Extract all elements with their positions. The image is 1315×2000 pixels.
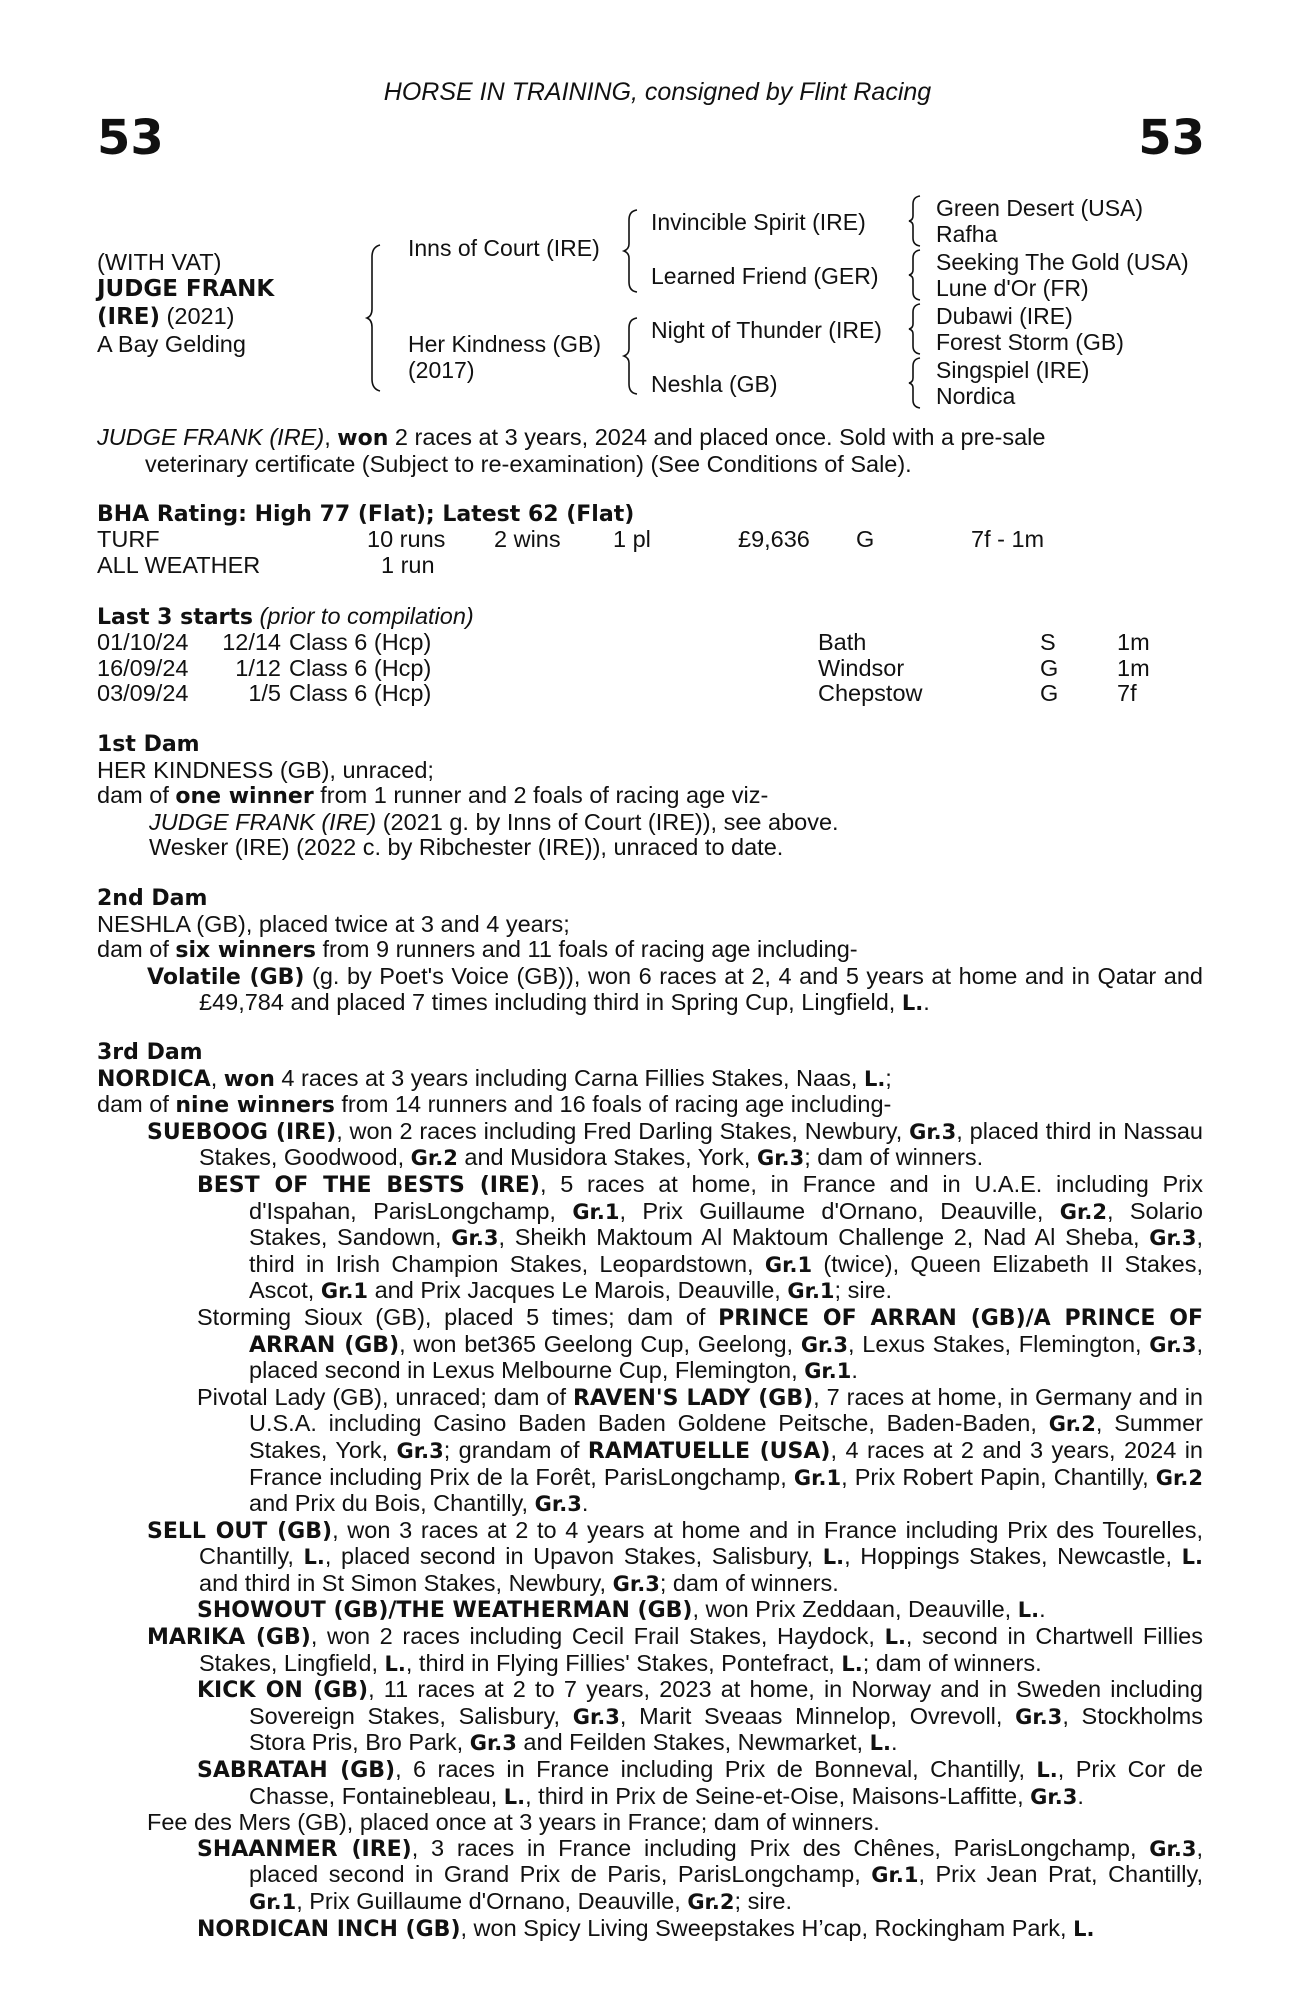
t: Storming Sioux (GB), placed 5 times; dam of	[197, 1303, 719, 1330]
grade: Gr.1	[320, 1279, 369, 1304]
grade: Gr.1	[871, 1863, 919, 1888]
grade: Gr.1	[249, 1890, 297, 1914]
pedigree-bracket-ds	[908, 302, 924, 356]
t: dam of	[97, 1091, 176, 1118]
listed: L.	[869, 1731, 891, 1756]
start-course: Windsor	[818, 654, 905, 681]
first-dam-heading: 1st Dam	[97, 732, 200, 757]
t: , won Spicy Living Sweepstakes H’cap, Rockingham Park,	[460, 1914, 1074, 1941]
listed: L.	[503, 1784, 526, 1809]
t: ; sire.	[834, 1277, 893, 1304]
last3-heading	[97, 604, 474, 631]
winners-count: six winners	[175, 938, 316, 964]
t: , Marit Sveaas Minnelop, Ovrevoll,	[619, 1702, 1016, 1729]
grade: Gr.3	[451, 1226, 499, 1251]
horse-name: RAVEN'S LADY (GB)	[572, 1385, 814, 1411]
pedigree-sdd: Lune d'Or (FR)	[936, 275, 1089, 301]
t: , won 2 races including Fred Darling Stakes, Newbury,	[336, 1117, 910, 1144]
listed: L.	[384, 1651, 406, 1676]
t: , Solario Stakes, Sandown,	[249, 1197, 1203, 1251]
t: and Prix Jacques Le Marois, Deauville,	[368, 1277, 788, 1304]
start-position: 1/5	[248, 680, 281, 707]
pedigree-bracket-dam	[623, 316, 643, 396]
horse-name: NORDICAN INCH (GB)	[197, 1916, 461, 1942]
pedigree-ssd: Rafha	[936, 221, 998, 247]
start-course: Chepstow	[818, 680, 923, 707]
grade: Gr.2	[1155, 1465, 1203, 1490]
winners-count: one winner	[175, 784, 314, 810]
turf-runs: 10 runs	[367, 526, 446, 552]
listed: L.	[901, 991, 924, 1016]
t: , won 3 races at 2 to 4 years at home and in France including Prix des Tourelles, Chantilly,	[199, 1516, 1203, 1570]
grade: Gr.2	[1059, 1199, 1107, 1224]
grade: Gr.3	[909, 1119, 957, 1144]
kick-on-entry	[97, 1677, 1203, 1757]
t: , 11 races at 2 to 7 years, 2023 at home, in Norway and in Sweden including Sovereign Stakes, Salisbury,	[249, 1676, 1203, 1729]
t: and Feilden Stakes, Newmarket,	[516, 1729, 870, 1756]
pedigree-sire: Inns of Court (IRE)	[408, 235, 600, 261]
t: , third in Prix de Seine-et-Oise, Maisons-Laffitte,	[525, 1782, 1031, 1809]
start-going: G	[1040, 654, 1059, 681]
first-dam-line-1: HER KINDNESS (GB), unraced;	[97, 756, 434, 783]
volatile-name: Volatile (GB)	[147, 964, 305, 990]
t: ; sire.	[734, 1888, 792, 1914]
progeny-name: JUDGE FRANK (IRE)	[149, 808, 377, 835]
t: , 5 races at home, in France and in U.A.E. including Prix d'Ispahan, ParisLongchamp,	[249, 1170, 1203, 1224]
third-dam-heading: 3rd Dam	[97, 1040, 203, 1065]
lot-number-right: 53	[1138, 110, 1205, 166]
t: (twice), Queen Elizabeth II Stakes, Ascot,	[249, 1250, 1203, 1304]
horse-name: SHAANMER (IRE)	[197, 1836, 412, 1862]
horse-suffix: (IRE)	[97, 304, 161, 330]
grade: Gr.3	[612, 1571, 660, 1596]
start-date: 03/09/24	[97, 680, 189, 707]
pedigree-ddd: Nordica	[936, 383, 1016, 409]
t: .	[851, 1357, 858, 1384]
pedigree-dam: Her Kindness (GB)	[408, 331, 602, 357]
listed: L.	[841, 1651, 863, 1676]
t: , placed third in Nassau Stakes, Goodwood,	[199, 1117, 1203, 1171]
lot-number-left: 53	[97, 110, 164, 166]
grade: Gr.2	[410, 1146, 458, 1171]
vat-note: (WITH VAT)	[97, 249, 222, 275]
second-dam-heading: 2nd Dam	[97, 886, 208, 911]
t: and Musidora Stakes, York,	[457, 1144, 757, 1171]
pedigree-dam-dam: Neshla (GB)	[651, 371, 778, 397]
t: .	[581, 1490, 589, 1517]
pedigree-dam-sire: Night of Thunder (IRE)	[651, 317, 882, 343]
t: , Lexus Stakes, Flemington,	[848, 1330, 1150, 1357]
t: (2021 g. by Inns of Court (IRE)), see above.	[376, 808, 839, 835]
t: , placed second in Grand Prix de Paris, ParisLongchamp,	[249, 1834, 1203, 1888]
horse-name: SABRATAH (GB)	[197, 1758, 396, 1784]
t: from 1 runner and 2 foals of racing age viz-	[313, 782, 769, 809]
start-class: Class 6 (Hcp)	[289, 629, 432, 655]
nordica-dam-of	[97, 1092, 1203, 1119]
horse-name: KICK ON (GB)	[197, 1678, 369, 1704]
t: , won bet365 Geelong Cup, Geelong,	[399, 1330, 801, 1357]
listed: L.	[863, 1066, 886, 1091]
t: dam of	[97, 936, 176, 963]
t: , won 2 races including Cecil Frail Stakes, Haydock,	[310, 1623, 885, 1650]
grade: Gr.3	[800, 1332, 849, 1357]
t: , Stockholms Stora Pris, Bro Park,	[249, 1702, 1203, 1756]
pedigree-sire-sire: Invincible Spirit (IRE)	[651, 209, 866, 235]
t: , Prix Cor de Chasse, Fontainebleau,	[249, 1756, 1203, 1809]
t: , 7 races at home, in Germany and in U.S.A. including Casino Baden Baden Goldene Peitsche, Baden-Baden,	[249, 1383, 1203, 1437]
summary: JUDGE FRANK (IRE), won 2 races at 3 years, 2024 and placed once. Sold with a pre-sale veterinary certificate (Subject to re-examination) (See Conditions of Sale).	[97, 425, 1203, 477]
grade: Gr.3	[572, 1704, 620, 1729]
first-dam-section	[97, 732, 1203, 861]
shaanmer-entry	[97, 1836, 1203, 1916]
t: , Summer Stakes, York,	[249, 1410, 1203, 1463]
start-distance: 1m	[1117, 654, 1150, 681]
t: ;	[885, 1064, 892, 1091]
start-class: Class 6 (Hcp)	[289, 680, 432, 707]
grade: Gr.3	[396, 1438, 444, 1463]
horse-name: SELL OUT (GB)	[147, 1518, 333, 1544]
summary-horse-name: JUDGE FRANK (IRE)	[97, 424, 325, 450]
storming-sioux-entry	[97, 1305, 1203, 1385]
first-dam-line-3	[97, 810, 1203, 836]
horse-identity	[97, 249, 274, 358]
turf-earnings: £9,636	[738, 526, 810, 552]
grade: Gr.1	[572, 1199, 620, 1224]
nordican-inch-entry	[97, 1916, 1203, 1943]
nordica-name: NORDICA	[97, 1066, 211, 1092]
grade: Gr.3	[1149, 1332, 1197, 1357]
listed: L.	[822, 1545, 845, 1570]
last3-note: (prior to compilation)	[253, 603, 474, 629]
start-class: Class 6 (Hcp)	[289, 654, 432, 681]
turf-label: TURF	[97, 526, 160, 552]
t: , second in Chartwell Fillies Stakes, Lingfield,	[199, 1623, 1203, 1676]
second-dam-line-2	[97, 937, 1203, 964]
turf-placed: 1 pl	[613, 526, 651, 552]
grade: Gr.3	[1149, 1836, 1197, 1861]
pedigree-sds: Seeking The Gold (USA)	[936, 249, 1189, 275]
grade: Gr.3	[1030, 1784, 1078, 1809]
t: , third in Flying Fillies' Stakes, Pontefract,	[405, 1649, 842, 1676]
t: from 9 runners and 11 foals of racing age including-	[315, 936, 858, 963]
t: ; dam of winners.	[659, 1569, 839, 1596]
t: dam of	[97, 782, 176, 809]
t: , Sheikh Maktoum Al Maktoum Challenge 2, Nad Al Sheba,	[498, 1224, 1150, 1251]
t: ; grandam of	[443, 1436, 588, 1463]
start-distance: 7f	[1117, 680, 1137, 707]
horse-name: RAMATUELLE (USA)	[587, 1438, 831, 1464]
sueboog-entry	[97, 1119, 1203, 1172]
pedigree-sss: Green Desert (USA)	[936, 195, 1144, 221]
t: , 3 races in France including Prix des Chênes, ParisLongchamp,	[411, 1834, 1150, 1861]
t: ; dam of winners.	[804, 1144, 984, 1171]
grade: Gr.2	[1048, 1412, 1096, 1437]
listed: L.	[1036, 1758, 1058, 1783]
t: , Prix Jean Prat, Chantilly,	[918, 1861, 1203, 1888]
t: , won Prix Zeddaan, Deauville,	[692, 1596, 1018, 1623]
horse-name: PRINCE OF ARRAN (GB)/A PRINCE OF ARRAN (GB)	[249, 1305, 1203, 1358]
pedigree-dds: Singspiel (IRE)	[936, 357, 1090, 383]
grade: Gr.1	[764, 1252, 813, 1277]
turf-going: G	[856, 526, 875, 552]
sell-out-entry	[97, 1518, 1203, 1598]
t: , 6 races in France including Prix de Bonneval, Chantilly,	[395, 1756, 1037, 1783]
grade: Gr.1	[804, 1359, 852, 1384]
t: 4 races at 3 years including Carna Fillies Stakes, Naas,	[274, 1064, 864, 1091]
t: , Prix Guillaume d'Ornano, Deauville,	[296, 1888, 688, 1914]
pedigree-bracket-dd	[908, 356, 924, 410]
aw-runs: 1 run	[381, 552, 435, 578]
horse-name: MARIKA (GB)	[147, 1625, 311, 1651]
grade: Gr.3	[757, 1146, 805, 1171]
listed: L.	[303, 1545, 325, 1570]
t: and third in St Simon Stakes, Newbury,	[199, 1569, 613, 1596]
aw-label: ALL WEATHER	[97, 552, 261, 578]
t: , placed second in Upavon Stakes, Salisbury,	[324, 1543, 823, 1570]
start-going: S	[1040, 629, 1056, 655]
t: , Prix Robert Papin, Chantilly,	[841, 1463, 1156, 1490]
t: ; dam of winners.	[862, 1649, 1042, 1676]
start-position: 12/14	[222, 629, 281, 655]
pedigree-bracket-sd	[908, 248, 924, 302]
won: won	[223, 1066, 275, 1092]
listed: L.	[1017, 1598, 1040, 1623]
start-distance: 1m	[1117, 629, 1150, 655]
pedigree-bracket-main	[366, 243, 386, 393]
grade: Gr.1	[787, 1279, 835, 1304]
t: , 4 races at 2 and 3 years, 2024 in France including Prix de la Forêt, ParisLongchamp,	[249, 1436, 1203, 1490]
first-dam-line-2	[97, 783, 1203, 810]
page-header: HORSE IN TRAINING, consigned by Flint Racing	[383, 78, 932, 106]
sabratah-entry	[97, 1757, 1203, 1810]
horse-name: BEST OF THE BESTS (IRE)	[197, 1172, 540, 1198]
pedigree-dss: Dubawi (IRE)	[936, 303, 1073, 329]
t: and Prix du Bois, Chantilly,	[249, 1490, 535, 1517]
pedigree-bracket-sire	[623, 208, 643, 294]
pedigree-dsd: Forest Storm (GB)	[936, 329, 1124, 355]
grade: Gr.3	[534, 1492, 582, 1517]
second-dam-section	[97, 886, 1203, 1017]
last3-label: Last 3 starts	[97, 605, 254, 630]
listed: L.	[1073, 1916, 1095, 1941]
pedigree-bracket-ss	[908, 194, 924, 248]
fee-des-mers-entry: Fee des Mers (GB), placed once at 3 years in France; dam of winners.	[147, 1809, 880, 1836]
marika-entry	[97, 1624, 1203, 1677]
pedigree-dam-year: (2017)	[408, 357, 475, 383]
summary-won: won	[337, 426, 389, 451]
start-position: 1/12	[235, 654, 281, 681]
start-going: G	[1040, 680, 1059, 707]
nordica-line	[97, 1066, 1203, 1093]
grade: Gr.3	[469, 1731, 517, 1756]
t: Pivotal Lady (GB), unraced; dam of	[197, 1383, 573, 1410]
start-course: Bath	[818, 629, 867, 655]
showout-entry	[97, 1597, 1203, 1624]
winners-count: nine winners	[175, 1093, 335, 1119]
turf-wins: 2 wins	[494, 526, 561, 552]
second-dam-line-1: NESHLA (GB), placed twice at 3 and 4 years;	[97, 910, 570, 937]
volatile-entry	[97, 964, 1203, 1017]
bha-rating: BHA Rating: High 77 (Flat); Latest 62 (Flat)	[97, 502, 635, 527]
horse-name: SUEBOOG (IRE)	[147, 1119, 337, 1145]
t: .	[923, 989, 930, 1016]
t: , placed second in Lexus Melbourne Cup, Flemington,	[249, 1330, 1203, 1384]
t: , third in Irish Champion Stakes, Leopardstown,	[249, 1224, 1204, 1277]
grade: Gr.3	[1015, 1704, 1063, 1729]
t: .	[890, 1729, 898, 1756]
summary-text-2: veterinary certificate (Subject to re-examination) (See Conditions of Sale).	[145, 450, 912, 477]
horse-name: JUDGE FRANK	[97, 276, 275, 302]
best-of-the-bests-entry	[97, 1172, 1203, 1305]
summary-text-1: 2 races at 3 years, 2024 and placed once. Sold with a pre-sale	[388, 424, 1046, 450]
t: , Hoppings Stakes, Newcastle,	[844, 1543, 1182, 1570]
t: .	[1039, 1596, 1046, 1623]
grade: Gr.1	[793, 1465, 842, 1490]
grade: Gr.3	[1149, 1226, 1197, 1251]
horse-year: (2021)	[160, 303, 235, 329]
pedigree-sire-dam: Learned Friend (GER)	[651, 263, 879, 289]
horse-name: SHOWOUT (GB)/THE WEATHERMAN (GB)	[197, 1598, 693, 1624]
listed: L.	[884, 1625, 906, 1650]
turf-distance: 7f - 1m	[971, 526, 1045, 552]
first-dam-line-4: Wesker (IRE) (2022 c. by Ribchester (IRE)), unraced to date.	[149, 834, 784, 861]
listed: L.	[1181, 1545, 1203, 1570]
grade: Gr.2	[687, 1890, 735, 1914]
t: (g. by Poet's Voice (GB)), won 6 races at 2, 4 and 5 years at home and in Qatar and £49,784 and placed 7 times including third in Spring Cup, Lingfield,	[199, 962, 1203, 1016]
t: .	[1077, 1782, 1084, 1809]
t: from 14 runners and 16 foals of racing age including-	[334, 1091, 892, 1118]
pivotal-lady-entry	[97, 1385, 1203, 1518]
horse-description: A Bay Gelding	[97, 331, 246, 357]
start-date: 01/10/24	[97, 629, 189, 655]
start-date: 16/09/24	[97, 654, 189, 681]
t: , Prix Guillaume d'Ornano, Deauville,	[619, 1197, 1060, 1224]
t: ,	[210, 1064, 224, 1091]
third-dam-section	[97, 1040, 1203, 1942]
